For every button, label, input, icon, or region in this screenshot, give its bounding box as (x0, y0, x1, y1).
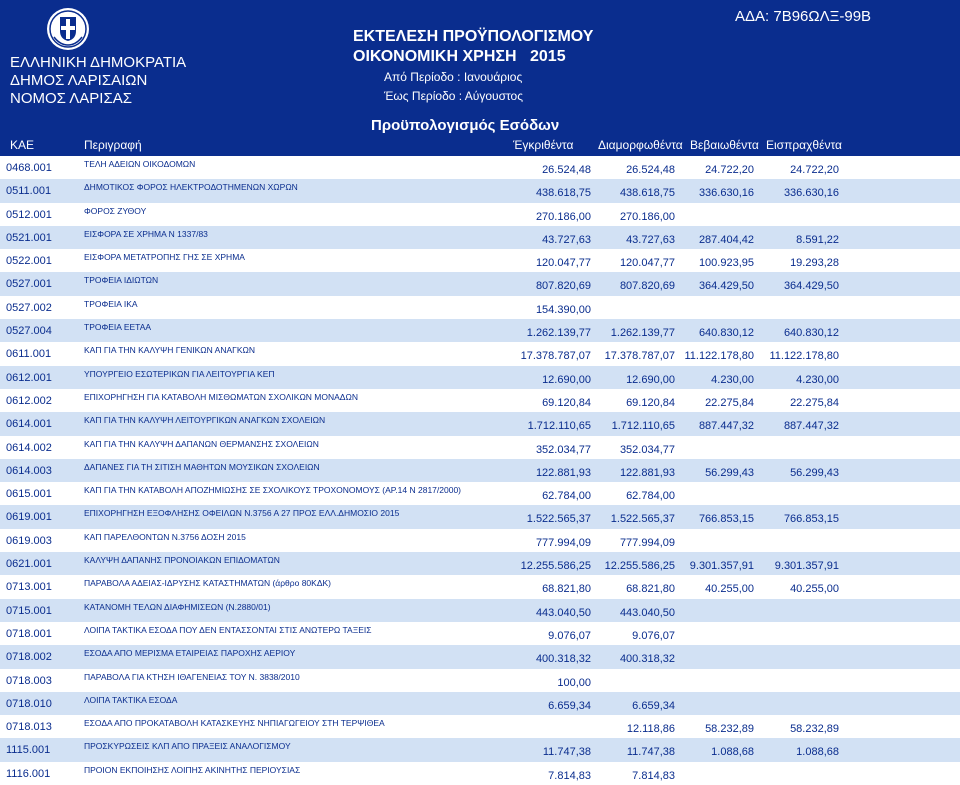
row-certified: 56.299,43 (705, 466, 754, 479)
row-formed: 443.040,50 (619, 606, 675, 619)
row-description: ΚΑΠ ΠΑΡΕΛΘΟΝΤΩΝ Ν.3756 ΔΟΣΗ 2015 (84, 531, 246, 542)
row-kae: 0713.001 (6, 581, 52, 594)
table-row (0, 436, 960, 459)
row-collected: 40.255,00 (790, 583, 839, 596)
row-description: ΕΙΣΦΟΡΑ ΣΕ ΧΡΗΜΑ Ν 1337/83 (84, 228, 208, 239)
row-kae: 0511.001 (6, 185, 52, 198)
row-approved: 438.618,75 (535, 187, 591, 200)
table-row (0, 762, 960, 785)
table-row (0, 575, 960, 598)
table-row (0, 366, 960, 389)
row-collected: 11.122.178,80 (769, 350, 839, 363)
row-approved: 17.378.787,07 (520, 350, 591, 363)
org-prefecture: ΝΟΜΟΣ ΛΑΡΙΣΑΣ (10, 90, 133, 107)
row-certified: 640.830,12 (698, 327, 754, 340)
col-approved: Έγκριθέντα (513, 138, 574, 152)
row-approved: 68.821,80 (542, 583, 591, 596)
row-formed: 777.994,09 (619, 536, 675, 549)
table-row (0, 529, 960, 552)
row-approved: 12.690,00 (542, 373, 591, 386)
row-kae: 0715.001 (6, 604, 52, 617)
period-from: Από Περίοδο : Ιανουάριος (384, 70, 523, 84)
table-row (0, 296, 960, 319)
row-collected: 766.853,15 (783, 513, 839, 526)
row-collected: 56.299,43 (790, 466, 839, 479)
col-kae: ΚΑΕ (10, 138, 35, 152)
row-formed: 352.034,77 (619, 443, 675, 456)
row-description: ΤΕΛΗ ΑΔΕΙΩΝ ΟΙΚΟΔΟΜΩΝ (84, 159, 196, 169)
table-row (0, 459, 960, 482)
row-description: ΚΑΠ ΓΙΑ ΤΗΝ ΚΑΛΥΨΗ ΓΕΝΙΚΩΝ ΑΝΑΓΚΩΝ (84, 345, 256, 356)
table-row (0, 156, 960, 179)
row-certified: 4.230,00 (711, 373, 754, 386)
row-formed: 120.047,77 (619, 257, 675, 270)
row-description: ΠΡΟΙΟΝ ΕΚΠΟΙΗΣΗΣ ΛΟΙΠΗΣ ΑΚΙΝΗΤΗΣ ΠΕΡΙΟΥΣΙΑΣ (84, 764, 301, 775)
table-row (0, 738, 960, 761)
row-approved: 1.522.565,37 (526, 513, 591, 526)
row-description: ΠΑΡΑΒΟΛΑ ΓΙΑ ΚΤΗΣΗ ΙΘΑΓΕΝΕΙΑΣ ΤΟΥ Ν. 3838/2010 (84, 671, 300, 682)
row-formed: 1.712.110,65 (611, 420, 675, 433)
row-certified: 58.232,89 (705, 723, 754, 736)
row-collected: 24.722,20 (790, 164, 839, 176)
row-kae: 0527.001 (6, 278, 52, 291)
row-description: ΠΑΡΑΒΟΛΑ ΑΔΕΙΑΣ-ΙΔΡΥΣΗΣ ΚΑΤΑΣΤΗΜΑΤΩΝ (άρθρο 80ΚΔΚ) (84, 578, 332, 589)
row-description: ΥΠΟΥΡΓΕΙΟ ΕΣΩΤΕΡΙΚΩΝ ΓΙΑ ΛΕΙΤΟΥΡΓΙΑ ΚΕΠ (84, 368, 275, 379)
row-collected: 336.630,16 (783, 187, 839, 200)
row-approved: 62.784,00 (542, 490, 591, 503)
row-kae: 0614.001 (6, 418, 52, 431)
report-title: ΕΚΤΕΛΕΣΗ ΠΡΟΫΠΟΛΟΓΙΣΜΟΥ (353, 28, 594, 45)
row-approved: 154.390,00 (535, 303, 591, 316)
report-header (0, 0, 960, 114)
col-certified: Βεβαιωθέντα (690, 138, 759, 152)
organization-block (10, 54, 186, 108)
row-collected: 22.275,84 (790, 396, 839, 409)
row-description: ΔΑΠΑΝΕΣ ΓΙΑ ΤΗ ΣΙΤΙΣΗ ΜΑΘΗΤΩΝ ΜΟΥΣΙΚΩΝ ΣΧΟΛΕΙΩΝ (84, 461, 320, 472)
table-row (0, 692, 960, 715)
row-kae: 0521.001 (6, 231, 52, 244)
row-collected: 4.230,00 (796, 373, 839, 386)
table-row (0, 319, 960, 342)
row-certified: 364.429,50 (698, 280, 754, 293)
row-formed: 6.659,34 (632, 699, 675, 712)
row-formed: 1.262.139,77 (610, 327, 675, 340)
row-kae: 1115.001 (6, 744, 51, 757)
row-description: ΕΙΣΦΟΡΑ ΜΕΤΑΤΡΟΠΗΣ ΓΗΣ ΣΕ ΧΡΗΜΑ (84, 252, 245, 263)
row-description: ΛΟΙΠΑ ΤΑΚΤΙΚΑ ΕΣΟΔΑ (84, 694, 178, 705)
row-approved: 43.727,63 (542, 233, 591, 246)
row-certified: 887.447,32 (698, 420, 754, 433)
row-approved: 9.076,07 (548, 629, 591, 642)
row-description: ΤΡΟΦΕΙΑ ΙΚΑ (84, 298, 138, 309)
row-approved: 352.034,77 (535, 443, 591, 456)
row-description: ΕΣΟΔΑ ΑΠΟ ΠΡΟΚΑΤΑΒΟΛΗ ΚΑΤΑΣΚΕΥΗΣ ΝΗΠΙΑΓΩΓΕΙΟΥ ΣΤΗ ΤΕΡΨΙΘΕΑ (84, 718, 385, 729)
row-description: ΦΟΡΟΣ ΖΥΘΟΥ (84, 205, 147, 216)
table-row (0, 203, 960, 226)
table-row (0, 552, 960, 575)
row-kae: 0619.001 (6, 511, 52, 524)
row-formed: 17.378.787,07 (604, 350, 675, 363)
row-kae: 0718.002 (6, 651, 52, 664)
row-kae: 0718.010 (6, 697, 52, 710)
row-formed: 26.524,48 (626, 164, 675, 176)
row-description: ΠΡΟΣΚΥΡΩΣΕΙΣ ΚΛΠ ΑΠΟ ΠΡΑΞΕΙΣ ΑΝΑΛΟΓΙΣΜΟΥ (84, 741, 291, 752)
row-kae: 0614.002 (6, 441, 52, 454)
row-approved: 807.820,69 (535, 280, 591, 293)
row-approved: 777.994,09 (535, 536, 591, 549)
col-description: Περιγραφή (84, 138, 142, 152)
row-formed: 9.076,07 (632, 629, 675, 642)
row-description: ΕΠΙΧΟΡΗΓΗΣΗ ΓΙΑ ΚΑΤΑΒΟΛΗ ΜΙΣΘΩΜΑΤΩΝ ΣΧΟΛΙΚΩΝ ΜΟΝΑΔΩΝ (84, 391, 358, 402)
table-row (0, 249, 960, 272)
row-kae: 0615.001 (6, 488, 52, 501)
row-collected: 887.447,32 (783, 420, 839, 433)
table-row (0, 272, 960, 295)
row-kae: 0527.004 (6, 325, 52, 338)
table-body (0, 156, 960, 785)
row-certified: 9.301.357,91 (689, 560, 754, 573)
table-row (0, 389, 960, 412)
row-certified: 1.088,68 (711, 746, 754, 759)
row-formed: 807.820,69 (619, 280, 675, 293)
row-description: ΚΑΠ ΓΙΑ ΤΗΝ ΚΑΤΑΒΟΛΗ ΑΠΟΖΗΜΙΩΣΗΣ ΣΕ ΣΧΟΛΙΚΟΥΣ ΤΡΟΧΟΝΟΜΟΥΣ (ΑΡ.14 Ν 2817/2000) (84, 485, 462, 496)
row-description: ΚΑΠ ΓΙΑ ΤΗΝ ΚΑΛΥΨΗ ΔΑΠΑΝΩΝ ΘΕΡΜΑΝΣΗΣ ΣΧΟΛΕΙΩΝ (84, 438, 319, 449)
row-kae: 0619.003 (6, 534, 52, 547)
table-row (0, 342, 960, 365)
row-collected: 9.301.357,91 (774, 560, 839, 573)
row-kae: 0611.001 (6, 348, 52, 361)
period-to: Έως Περίοδο : Αύγουστος (384, 89, 524, 103)
row-approved: 7.814,83 (548, 769, 591, 782)
row-kae: 0612.002 (6, 394, 52, 407)
row-approved: 400.318,32 (535, 653, 591, 666)
row-approved: 122.881,93 (535, 466, 591, 479)
row-certified: 287.404,42 (698, 233, 754, 246)
row-kae: 0527.002 (6, 301, 52, 314)
row-approved: 270.186,00 (535, 210, 591, 223)
row-collected: 58.232,89 (790, 723, 839, 736)
row-collected: 8.591,22 (796, 233, 839, 246)
col-formed: Διαμορφωθέντα (598, 138, 683, 152)
row-certified: 22.275,84 (705, 396, 754, 409)
row-formed: 62.784,00 (626, 490, 675, 503)
row-formed: 43.727,63 (626, 233, 675, 246)
table-row (0, 599, 960, 622)
table-row (0, 482, 960, 505)
row-formed: 270.186,00 (619, 210, 675, 223)
row-kae: 1116.001 (6, 767, 51, 780)
row-kae: 0522.001 (6, 255, 52, 268)
row-certified: 40.255,00 (705, 583, 754, 596)
org-municipality: ΔΗΜΟΣ ΛΑΡΙΣΑΙΩΝ (10, 72, 148, 89)
row-certified: 11.122.178,80 (684, 350, 754, 363)
greek-emblem-icon (46, 7, 90, 51)
row-description: ΛΟΙΠΑ ΤΑΚΤΙΚΑ ΕΣΟΔΑ ΠΟΥ ΔΕΝ ΕΝΤΑΣΣΟΝΤΑΙ ΣΤΙΣ ΑΝΩΤΕΡΩ ΤΑΞΕΙΣ (84, 624, 372, 635)
row-collected: 364.429,50 (783, 280, 839, 293)
row-formed: 12.118,86 (626, 723, 675, 736)
ada-code: ΑΔΑ: 7Β96ΩΛΞ-99Β (735, 8, 872, 25)
fiscal-year-label: ΟΙΚΟΝΟΜΙΚΗ ΧΡΗΣΗ (353, 48, 517, 65)
table-row (0, 179, 960, 202)
row-description: ΤΡΟΦΕΙΑ ΕΕΤΑΑ (84, 322, 152, 333)
row-kae: 0621.001 (6, 558, 52, 571)
row-formed: 1.522.565,37 (610, 513, 675, 526)
row-formed: 400.318,32 (619, 653, 675, 666)
row-approved: 120.047,77 (535, 257, 591, 270)
row-approved: 11.747,38 (542, 746, 591, 759)
row-description: ΕΠΙΧΟΡΗΓΗΣΗ ΕΞΟΦΛΗΣΗΣ ΟΦΕΙΛΩΝ Ν.3756 Α 27 ΠΡΟΣ ΕΛΛ.ΔΗΜΟΣΙΟ 2015 (84, 508, 400, 519)
row-approved: 443.040,50 (535, 606, 591, 619)
row-approved: 6.659,34 (548, 699, 591, 712)
row-approved: 69.120,84 (542, 396, 591, 409)
row-collected: 640.830,12 (783, 327, 839, 340)
table-row (0, 645, 960, 668)
row-certified: 766.853,15 (698, 513, 754, 526)
row-description: ΚΑΛΥΨΗ ΔΑΠΑΝΗΣ ΠΡΟΝΟΙΑΚΩΝ ΕΠΙΔΟΜΑΤΩΝ (84, 555, 280, 566)
row-certified: 100.923,95 (698, 257, 754, 270)
row-description: ΕΣΟΔΑ ΑΠΟ ΜΕΡΙΣΜΑ ΕΤΑΙΡΕΙΑΣ ΠΑΡΟΧΗΣ ΑΕΡΙΟΥ (84, 648, 296, 659)
row-kae: 0612.001 (6, 371, 52, 384)
budget-title: Προϋπολογισμός Εσόδων (371, 117, 560, 134)
row-kae: 0512.001 (6, 208, 52, 221)
row-kae: 0468.001 (6, 162, 52, 174)
row-kae: 0614.003 (6, 464, 52, 477)
row-approved: 12.255.586,25 (520, 560, 591, 573)
row-certified: 336.630,16 (698, 187, 754, 200)
row-formed: 68.821,80 (626, 583, 675, 596)
table-row (0, 412, 960, 435)
row-formed: 122.881,93 (619, 466, 675, 479)
row-kae: 0718.003 (6, 674, 52, 687)
table-row (0, 505, 960, 528)
col-collected: Εισπραχθέντα (766, 138, 842, 152)
row-collected: 1.088,68 (796, 746, 839, 759)
row-formed: 69.120,84 (626, 396, 675, 409)
row-formed: 438.618,75 (619, 187, 675, 200)
row-approved: 1.712.110,65 (527, 420, 591, 433)
row-formed: 7.814,83 (632, 769, 675, 782)
fiscal-year: 2015 (530, 48, 566, 65)
row-approved: 1.262.139,77 (526, 327, 591, 340)
row-formed: 12.255.586,25 (604, 560, 675, 573)
row-formed: 11.747,38 (626, 746, 675, 759)
row-description: ΤΡΟΦΕΙΑ ΙΔΙΩΤΩΝ (84, 275, 159, 286)
row-kae: 0718.001 (6, 627, 52, 640)
row-certified: 24.722,20 (705, 164, 754, 176)
row-kae: 0718.013 (6, 721, 52, 734)
row-approved: 100,00 (557, 676, 591, 689)
row-description: ΚΑΤΑΝΟΜΗ ΤΕΛΩΝ ΔΙΑΦΗΜΙΣΕΩΝ (Ν.2880/01) (84, 601, 271, 612)
table-row (0, 226, 960, 249)
table-row (0, 669, 960, 692)
table-row (0, 622, 960, 645)
row-description: ΔΗΜΟΤΙΚΟΣ ΦΟΡΟΣ ΗΛΕΚΤΡΟΔΟΤΗΜΕΝΩΝ ΧΩΡΩΝ (84, 182, 298, 193)
row-collected: 19.293,28 (790, 257, 839, 270)
table-row (0, 715, 960, 738)
row-approved: 26.524,48 (542, 164, 591, 176)
row-formed: 12.690,00 (626, 373, 675, 386)
org-country: ΕΛΛΗΝΙΚΗ ΔΗΜΟΚΡΑΤΙΑ (10, 54, 187, 71)
row-description: ΚΑΠ ΓΙΑ ΤΗΝ ΚΑΛΥΨΗ ΛΕΙΤΟΥΡΓΙΚΩΝ ΑΝΑΓΚΩΝ ΣΧΟΛΕΙΩΝ (84, 415, 326, 426)
